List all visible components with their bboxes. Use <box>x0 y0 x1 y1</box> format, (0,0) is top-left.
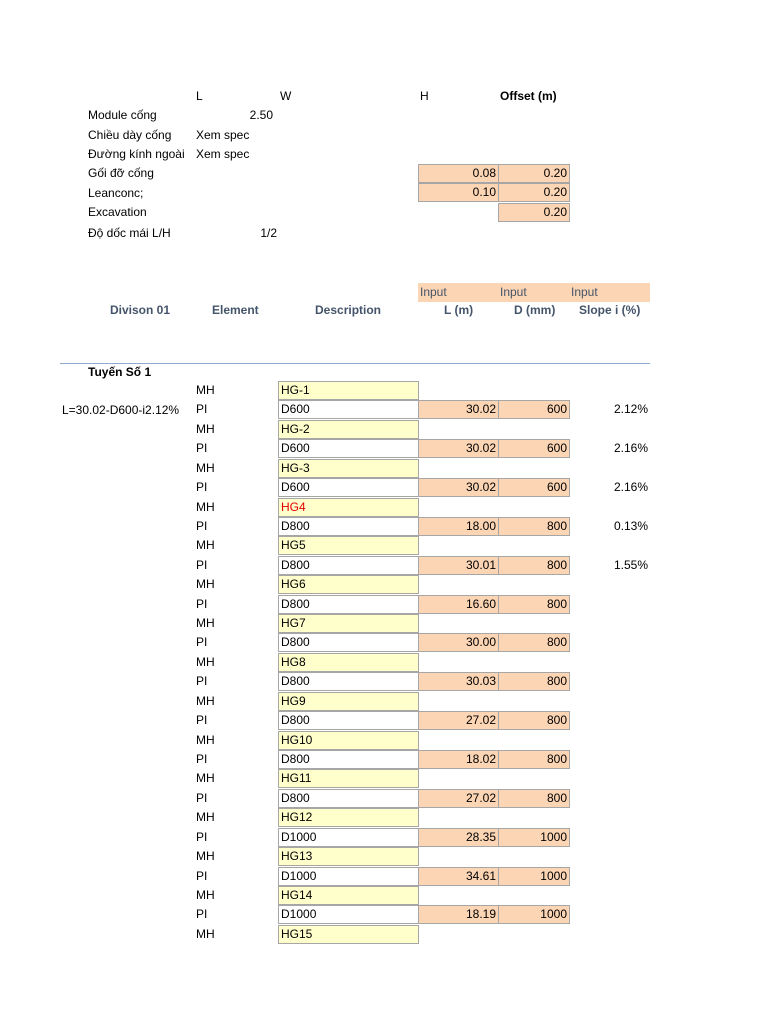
manhole-id-cell[interactable]: HG7 <box>278 614 419 633</box>
param-value-module[interactable]: 2.50 <box>249 108 273 122</box>
pipe-desc-cell[interactable]: D800 <box>278 750 419 769</box>
param-value-outer-diameter[interactable]: Xem spec <box>196 147 250 161</box>
pipe-desc-cell[interactable]: D800 <box>278 517 419 536</box>
element-cell: MH <box>196 771 215 785</box>
diameter-input[interactable]: 800 <box>498 556 570 575</box>
slope-value: 0.13% <box>613 519 648 533</box>
pipe-desc-cell[interactable]: D1000 <box>278 828 419 847</box>
param-leanconc-offset[interactable]: 0.20 <box>498 183 570 202</box>
manhole-id-cell[interactable]: HG5 <box>278 536 419 555</box>
element-cell: PI <box>196 830 208 844</box>
manhole-id-cell[interactable]: HG8 <box>278 653 419 672</box>
element-cell: MH <box>196 655 215 669</box>
element-cell: MH <box>196 810 215 824</box>
pipe-desc-cell[interactable]: D600 <box>278 478 419 497</box>
col-header-l: L <box>196 89 203 103</box>
length-input[interactable]: 16.60 <box>418 595 499 614</box>
element-cell: MH <box>196 849 215 863</box>
manhole-id-cell[interactable]: HG4 <box>278 498 419 517</box>
pipe-note: L=30.02-D600-i2.12% <box>62 403 180 417</box>
param-value-thickness[interactable]: Xem spec <box>196 128 250 142</box>
diameter-input[interactable]: 800 <box>498 633 570 652</box>
input-label-diameter: Input <box>500 285 527 299</box>
header-length: L (m) <box>444 303 474 317</box>
element-cell: MH <box>196 422 215 436</box>
element-cell: PI <box>196 558 208 572</box>
length-input[interactable]: 30.02 <box>418 439 499 458</box>
diameter-input[interactable]: 800 <box>498 711 570 730</box>
manhole-id-cell[interactable]: HG12 <box>278 808 419 827</box>
pipe-desc-cell[interactable]: D800 <box>278 595 419 614</box>
length-input[interactable]: 27.02 <box>418 789 499 808</box>
manhole-id-cell[interactable]: HG15 <box>278 925 419 944</box>
section-title: Tuyến Số 1 <box>88 365 152 379</box>
length-input[interactable]: 30.00 <box>418 633 499 652</box>
element-cell: MH <box>196 616 215 630</box>
manhole-id-cell[interactable]: HG13 <box>278 847 419 866</box>
element-cell: MH <box>196 888 215 902</box>
element-cell: PI <box>196 713 208 727</box>
col-header-w: W <box>280 89 292 103</box>
element-cell: MH <box>196 500 215 514</box>
slope-value: 2.16% <box>613 441 648 455</box>
diameter-input[interactable]: 800 <box>498 595 570 614</box>
diameter-input[interactable]: 1000 <box>498 828 570 847</box>
col-header-offset: Offset (m) <box>500 89 557 103</box>
manhole-id-cell[interactable]: HG6 <box>278 575 419 594</box>
length-input[interactable]: 30.02 <box>418 400 499 419</box>
manhole-id-cell[interactable]: HG-2 <box>278 420 419 439</box>
param-label-module: Module cống <box>88 108 157 122</box>
manhole-id-cell[interactable]: HG-3 <box>278 459 419 478</box>
param-bedding-offset[interactable]: 0.20 <box>498 164 570 183</box>
diameter-input[interactable]: 1000 <box>498 905 570 924</box>
element-cell: MH <box>196 538 215 552</box>
element-cell: PI <box>196 869 208 883</box>
diameter-input[interactable]: 800 <box>498 517 570 536</box>
element-cell: MH <box>196 577 215 591</box>
element-cell: PI <box>196 519 208 533</box>
element-cell: PI <box>196 441 208 455</box>
element-cell: PI <box>196 752 208 766</box>
element-cell: MH <box>196 733 215 747</box>
manhole-id-cell[interactable]: HG9 <box>278 692 419 711</box>
param-label-excavation: Excavation <box>88 205 147 219</box>
input-label-length: Input <box>420 285 447 299</box>
pipe-desc-cell[interactable]: D800 <box>278 672 419 691</box>
param-label-slope: Độ dốc mái L/H <box>88 226 171 240</box>
pipe-desc-cell[interactable]: D600 <box>278 400 419 419</box>
manhole-id-cell[interactable]: HG14 <box>278 886 419 905</box>
diameter-input[interactable]: 1000 <box>498 867 570 886</box>
param-label-bedding: Gối đỡ cống <box>88 166 154 180</box>
manhole-id-cell[interactable]: HG11 <box>278 769 419 788</box>
length-input[interactable]: 18.19 <box>418 905 499 924</box>
pipe-desc-cell[interactable]: D600 <box>278 439 419 458</box>
manhole-id-cell[interactable]: HG10 <box>278 731 419 750</box>
diameter-input[interactable]: 600 <box>498 478 570 497</box>
element-cell: MH <box>196 383 215 397</box>
element-cell: PI <box>196 402 208 416</box>
pipe-desc-cell[interactable]: D800 <box>278 711 419 730</box>
param-leanconc-h[interactable]: 0.10 <box>418 183 499 202</box>
param-label-leanconc: Leanconc; <box>88 186 144 200</box>
length-input[interactable]: 30.01 <box>418 556 499 575</box>
element-cell: PI <box>196 674 208 688</box>
param-excavation-offset[interactable]: 0.20 <box>498 203 570 222</box>
diameter-input[interactable]: 600 <box>498 400 570 419</box>
slope-value: 2.16% <box>613 480 648 494</box>
length-input[interactable]: 18.02 <box>418 750 499 769</box>
element-cell: PI <box>196 597 208 611</box>
length-input[interactable]: 28.35 <box>418 828 499 847</box>
input-band <box>418 283 650 302</box>
diameter-input[interactable]: 800 <box>498 750 570 769</box>
element-cell: PI <box>196 907 208 921</box>
param-label-outer-diameter: Đường kính ngoài <box>88 147 185 161</box>
param-bedding-h[interactable]: 0.08 <box>418 164 499 183</box>
length-input[interactable]: 18.00 <box>418 517 499 536</box>
param-value-slope[interactable]: 1/2 <box>260 226 277 240</box>
diameter-input[interactable]: 800 <box>498 789 570 808</box>
pipe-desc-cell[interactable]: D1000 <box>278 867 419 886</box>
col-header-h: H <box>420 89 429 103</box>
manhole-id-cell[interactable]: HG-1 <box>278 381 419 400</box>
slope-value: 1.55% <box>613 558 648 572</box>
length-input[interactable]: 27.02 <box>418 711 499 730</box>
diameter-input[interactable]: 600 <box>498 439 570 458</box>
element-cell: MH <box>196 927 215 941</box>
element-cell: PI <box>196 791 208 805</box>
header-description: Description <box>315 303 382 317</box>
length-input[interactable]: 30.02 <box>418 478 499 497</box>
header-diameter: D (mm) <box>514 303 556 317</box>
diameter-input[interactable]: 800 <box>498 672 570 691</box>
header-element: Element <box>212 303 259 317</box>
pipe-desc-cell[interactable]: D800 <box>278 556 419 575</box>
element-cell: PI <box>196 480 208 494</box>
element-cell: MH <box>196 461 215 475</box>
pipe-desc-cell[interactable]: D800 <box>278 633 419 652</box>
header-division: Divison 01 <box>110 303 171 317</box>
element-cell: PI <box>196 635 208 649</box>
length-input[interactable]: 34.61 <box>418 867 499 886</box>
length-input[interactable]: 30.03 <box>418 672 499 691</box>
element-cell: MH <box>196 694 215 708</box>
param-label-thickness: Chiều dày cống <box>88 128 172 142</box>
pipe-desc-cell[interactable]: D800 <box>278 789 419 808</box>
pipe-desc-cell[interactable]: D1000 <box>278 905 419 924</box>
slope-value: 2.12% <box>613 402 648 416</box>
input-label-slope: Input <box>571 285 598 299</box>
header-slope: Slope i (%) <box>579 303 641 317</box>
